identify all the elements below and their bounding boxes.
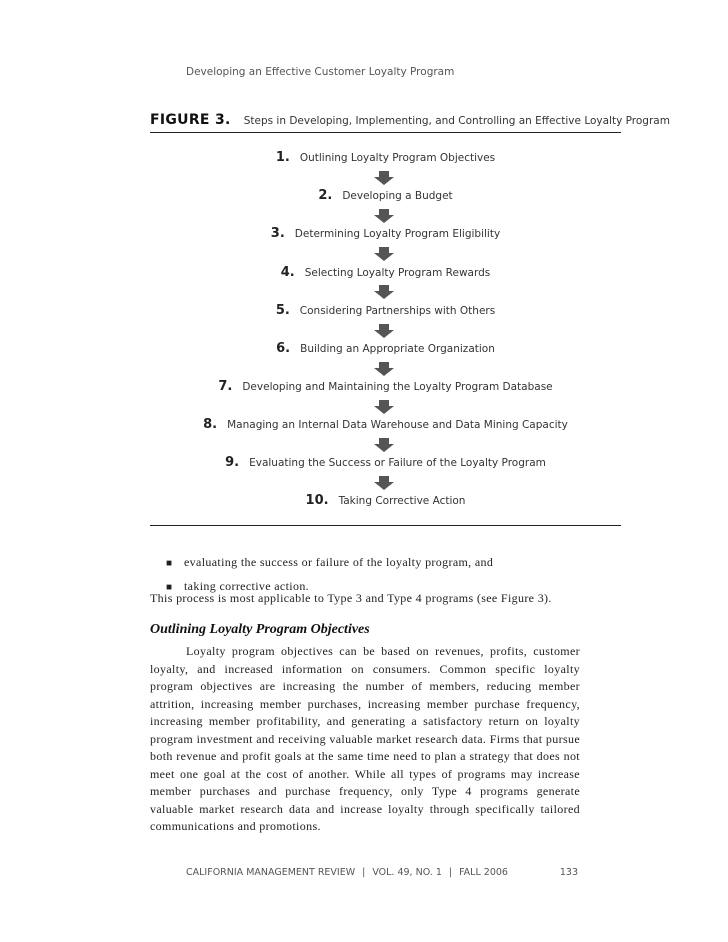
figure-bottom-rule: [150, 525, 621, 526]
paragraph-text: Loyalty program objectives can be based on revenues, profits, customer loyalty, and increased information on consumers. Common specific loyalty program objectives are increasing the number of members, reducing member attrition, increasing member purchases, increasing member purchase frequency, increasing member profitability, and generating a satisfactory return on loyalty program investment and receiving valuable market research data. Firms that pursue both revenue and profit goals at the same time need to plan a strategy that does not meet one goal at the cost of another. While all types of programs may increase member purchases and purchase frequency, only Type 4 programs generate valuable market research data and increase loyalty through specifically tailored communications and promotions.: [150, 644, 580, 833]
flow-step-9: [150, 453, 621, 471]
down-arrow-icon: [374, 400, 394, 414]
section-heading: Outlining Loyalty Program Objectives: [150, 622, 370, 637]
flow-step-5: [150, 301, 621, 319]
bullet-icon: ■: [166, 582, 173, 593]
down-arrow-icon: [374, 476, 394, 490]
footer-separator: |: [362, 867, 366, 878]
process-note: This process is most applicable to Type 3 and Type 4 programs (see Figure 3).: [150, 591, 552, 605]
list-item: [166, 551, 493, 575]
flow-step-1: [150, 148, 621, 166]
step-label: Evaluating the Success or Failure of the Loyalty Program: [249, 457, 546, 469]
step-label: Building an Appropriate Organization: [300, 343, 495, 355]
flow-step-8: [150, 415, 621, 433]
step-label: Developing and Maintaining the Loyalty Program Database: [242, 381, 553, 393]
step-label: Considering Partnerships with Others: [299, 305, 496, 317]
step-label: Taking Corrective Action: [338, 495, 466, 507]
flow-step-6: [150, 339, 621, 357]
step-number: 4.: [280, 265, 295, 280]
page-footer: [186, 867, 578, 878]
bullet-text: taking corrective action.: [184, 579, 310, 593]
flow-step-2: [150, 186, 621, 204]
figure-label: FIGURE 3.: [150, 112, 231, 128]
step-label: Determining Loyalty Program Eligibility: [294, 228, 501, 240]
down-arrow-icon: [374, 247, 394, 261]
body-paragraph: [150, 643, 580, 836]
page-number: 133: [559, 867, 578, 878]
journal-issue: FALL 2006: [459, 867, 508, 878]
flow-step-10: [150, 491, 621, 509]
journal-name: CALIFORNIA MANAGEMENT REVIEW: [186, 867, 356, 878]
down-arrow-icon: [374, 171, 394, 185]
down-arrow-icon: [374, 285, 394, 299]
step-label: Managing an Internal Data Warehouse and Data Mining Capacity: [227, 419, 568, 431]
down-arrow-icon: [374, 209, 394, 223]
step-number: 8.: [203, 417, 218, 432]
flow-step-7: [150, 377, 621, 395]
down-arrow-icon: [374, 324, 394, 338]
flow-step-4: [150, 263, 621, 281]
footer-separator: |: [448, 867, 453, 878]
down-arrow-icon: [374, 362, 394, 376]
step-number: 10.: [305, 493, 329, 508]
figure-top-rule: [150, 132, 621, 133]
figure-heading: [150, 109, 670, 128]
running-head: Developing an Effective Customer Loyalty Program: [186, 66, 455, 78]
step-label: Developing a Budget: [342, 190, 453, 202]
step-label: Selecting Loyalty Program Rewards: [304, 267, 491, 279]
down-arrow-icon: [374, 438, 394, 452]
step-number: 2.: [318, 188, 333, 203]
step-number: 9.: [225, 455, 240, 470]
step-number: 3.: [270, 226, 285, 241]
step-number: 6.: [276, 341, 291, 356]
bullet-text: evaluating the success or failure of the loyalty program, and: [184, 555, 494, 569]
journal-volume: VOL. 49, NO. 1: [372, 867, 442, 878]
figure-caption: Steps in Developing, Implementing, and Controlling an Effective Loyalty Program: [243, 115, 670, 127]
flow-step-3: [150, 224, 621, 242]
step-label: Outlining Loyalty Program Objectives: [299, 152, 496, 164]
step-number: 5.: [275, 303, 290, 318]
step-number: 7.: [218, 379, 233, 394]
step-number: 1.: [275, 150, 290, 165]
bullet-icon: ■: [166, 558, 173, 569]
